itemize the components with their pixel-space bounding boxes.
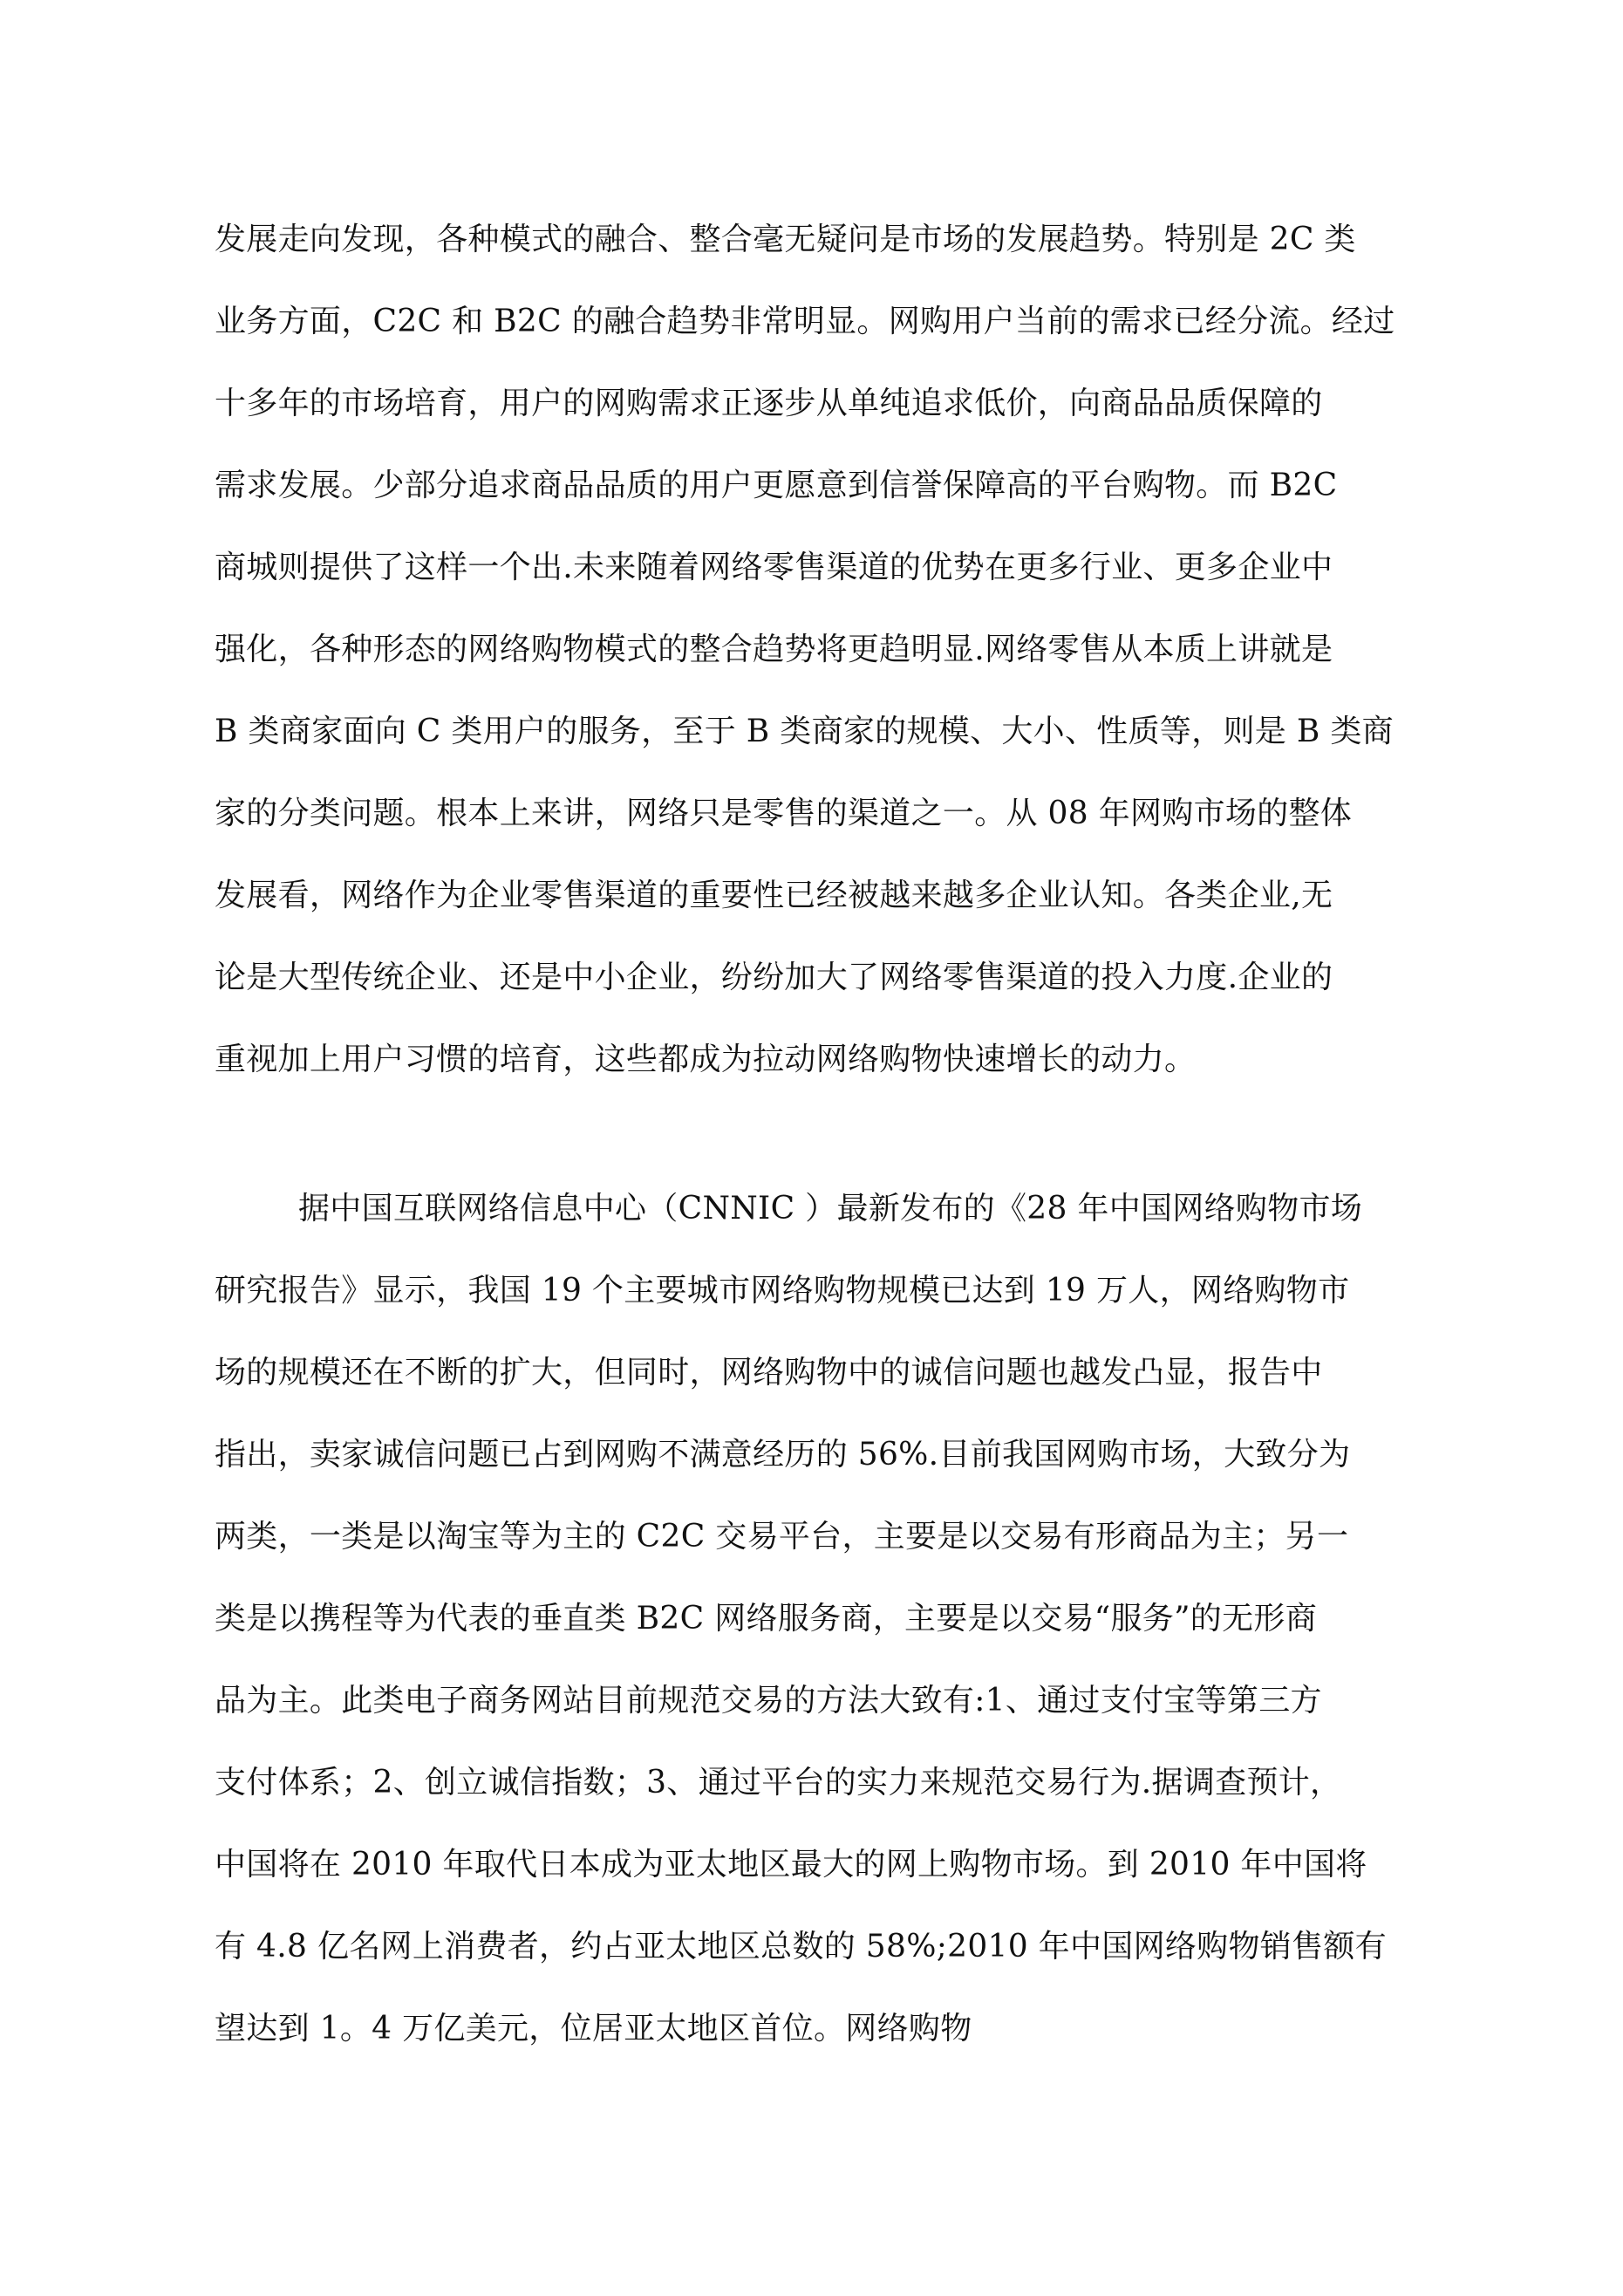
text-line: 商城则提供了这样一个出.未来随着网络零售渠道的优势在更多行业、更多企业中 [215,550,1333,585]
text-line: 品为主。此类电子商务网站目前规范交易的方法大致有:1、通过支付宝等第三方 [215,1683,1322,1719]
text-line: 需求发展。少部分追求商品品质的用户更愿意到信誉保障高的平台购物。而 B2C [215,468,1338,503]
text-line: 指出，卖家诚信问题已占到网购不满意经历的 56%.目前我国网购市场，大致分为 [215,1437,1351,1473]
paragraph-2 [215,1168,1435,2070]
text-line: 业务方面，C2C 和 B2C 的融合趋势非常明显。网购用户当前的需求已经分流。经过 [215,304,1395,339]
text-line-indented: 据中国互联网络信息中心（CNNIC ）最新发布的《28 年中国网络购物市场 [298,1191,1363,1227]
text-line: 场的规模还在不断的扩大，但同时，网络购物中的诚信问题也越发凸显，报告中 [215,1355,1323,1391]
text-line: 中国将在 2010 年取代日本成为亚太地区最大的网上购物市场。到 2010 年中国将 [215,1847,1367,1883]
text-line: 重视加上用户习惯的培育，这些都成为拉动网络购物快速增长的动力。 [215,1042,1197,1077]
text-line: 类是以携程等为代表的垂直类 B2C 网络服务商，主要是以交易“服务”的无形商 [215,1601,1317,1637]
text-line: 有 4.8 亿名网上消费者，约占亚太地区总数的 58%;2010 年中国网络购物销售额有 [215,1929,1387,1965]
text-line: B 类商家面向 C 类用户的服务，至于 B 类商家的规模、大小、性质等，则是 B 类商 [215,714,1394,749]
text-line: 研究报告》显示，我国 19 个主要城市网络购物规模已达到 19 万人，网络购物市 [215,1273,1350,1309]
text-line: 十多年的市场培育，用户的网购需求正逐步从单纯追求低价，向商品品质保障的 [215,386,1323,421]
text-line: 望达到 1。4 万亿美元，位居亚太地区首位。网络购物 [215,2011,972,2047]
text-line: 两类，一类是以淘宝等为主的 C2C 交易平台，主要是以交易有形商品为主；另一 [215,1519,1349,1555]
text-line: 强化，各种形态的网络购物模式的整合趋势将更趋明显.网络零售从本质上讲就是 [215,632,1333,667]
text-line: 论是大型传统企业、还是中小企业，纷纷加大了网络零售渠道的投入力度.企业的 [215,960,1333,995]
text-line: 发展看，网络作为企业零售渠道的重要性已经被越来越多企业认知。各类企业,无 [215,878,1333,913]
text-line: 家的分类问题。根本上来讲，网络只是零售的渠道之一。从 08 年网购市场的整体 [215,796,1353,831]
text-line: 支付体系；2、创立诚信指数；3、通过平台的实力来规范交易行为.据调查预计， [215,1765,1342,1801]
text-line: 发展走向发现，各种模式的融合、整合毫无疑问是市场的发展趋势。特别是 2C 类 [215,222,1356,257]
paragraph-1 [215,199,1435,1101]
